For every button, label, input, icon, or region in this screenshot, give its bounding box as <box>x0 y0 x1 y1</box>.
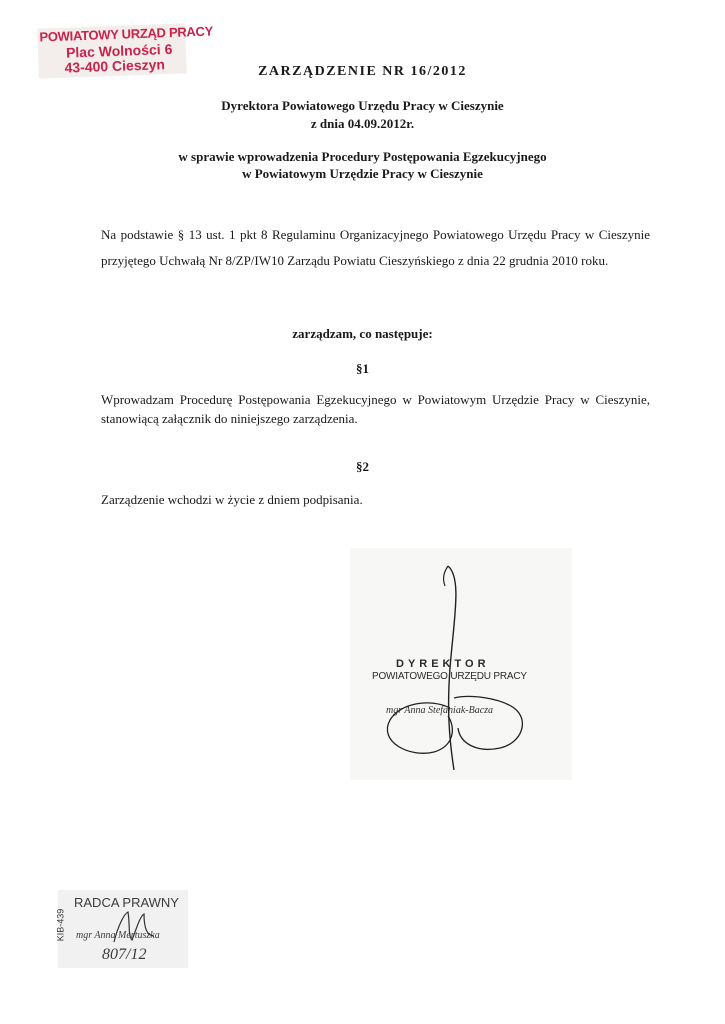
issuer-line: Dyrektora Powiatowego Urzędu Pracy w Cieszynie <box>221 98 504 113</box>
date-line: z dnia 04.09.2012r. <box>310 116 415 131</box>
counsel-code: KIB-439 <box>55 908 66 942</box>
signature-org: POWIATOWEGO URZĘDU PRACY <box>372 671 527 682</box>
counsel-signature-icon <box>58 890 188 968</box>
stamp-line-street: Plac Wolności 6 <box>65 40 173 61</box>
director-signature-stamp <box>350 548 572 780</box>
section-2-text: Zarządzenie wchodzi w życie z dniem podpisania. <box>101 492 363 507</box>
stamp-line-office: POWIATOWY URZĄD PRACY <box>39 23 214 45</box>
legal-counsel-stamp <box>55 890 188 968</box>
legal-basis-paragraph: Na podstawie § 13 ust. 1 pkt 8 Regulaminu Organizacyjnego Powiatowego Urzędu Pracy w Cieszynie przyjętego Uchwałą Nr 8/ZP/IW10 Zarządu Powiatu Cieszyńskiego z dnia 22 grudnia 2010 roku. <box>101 227 650 268</box>
stamp-line-city: 43-400 Cieszyn <box>64 56 166 76</box>
counsel-number: 807/12 <box>102 946 147 963</box>
subject-line-1: w sprawie wprowadzenia Procedury Postępowania Egzekucyjnego <box>178 149 547 164</box>
section-1-heading: §1 <box>356 361 369 376</box>
counsel-title: RADCA PRAWNY <box>74 895 179 910</box>
subject-line-2: w Powiatowym Urzędzie Pracy w Cieszynie <box>242 166 483 181</box>
handwritten-signature-icon <box>350 548 572 780</box>
document-title: ZARZĄDZENIE NR 16/2012 <box>258 64 467 79</box>
counsel-name: mgr Anna Mertuszka <box>76 930 160 941</box>
signature-title: DYREKTOR <box>396 658 490 670</box>
section-1-text: Wprowadzam Procedurę Postępowania Egzekucyjnego w Powiatowym Urzędzie Pracy w Cieszynie, stanowiącą załącznik do niniejszego zarządzenia. <box>101 392 650 426</box>
decree-line: zarządzam, co następuje: <box>292 326 433 341</box>
signature-name: mgr Anna Stefaniak-Bacza <box>386 705 494 716</box>
section-2-heading: §2 <box>356 459 369 474</box>
